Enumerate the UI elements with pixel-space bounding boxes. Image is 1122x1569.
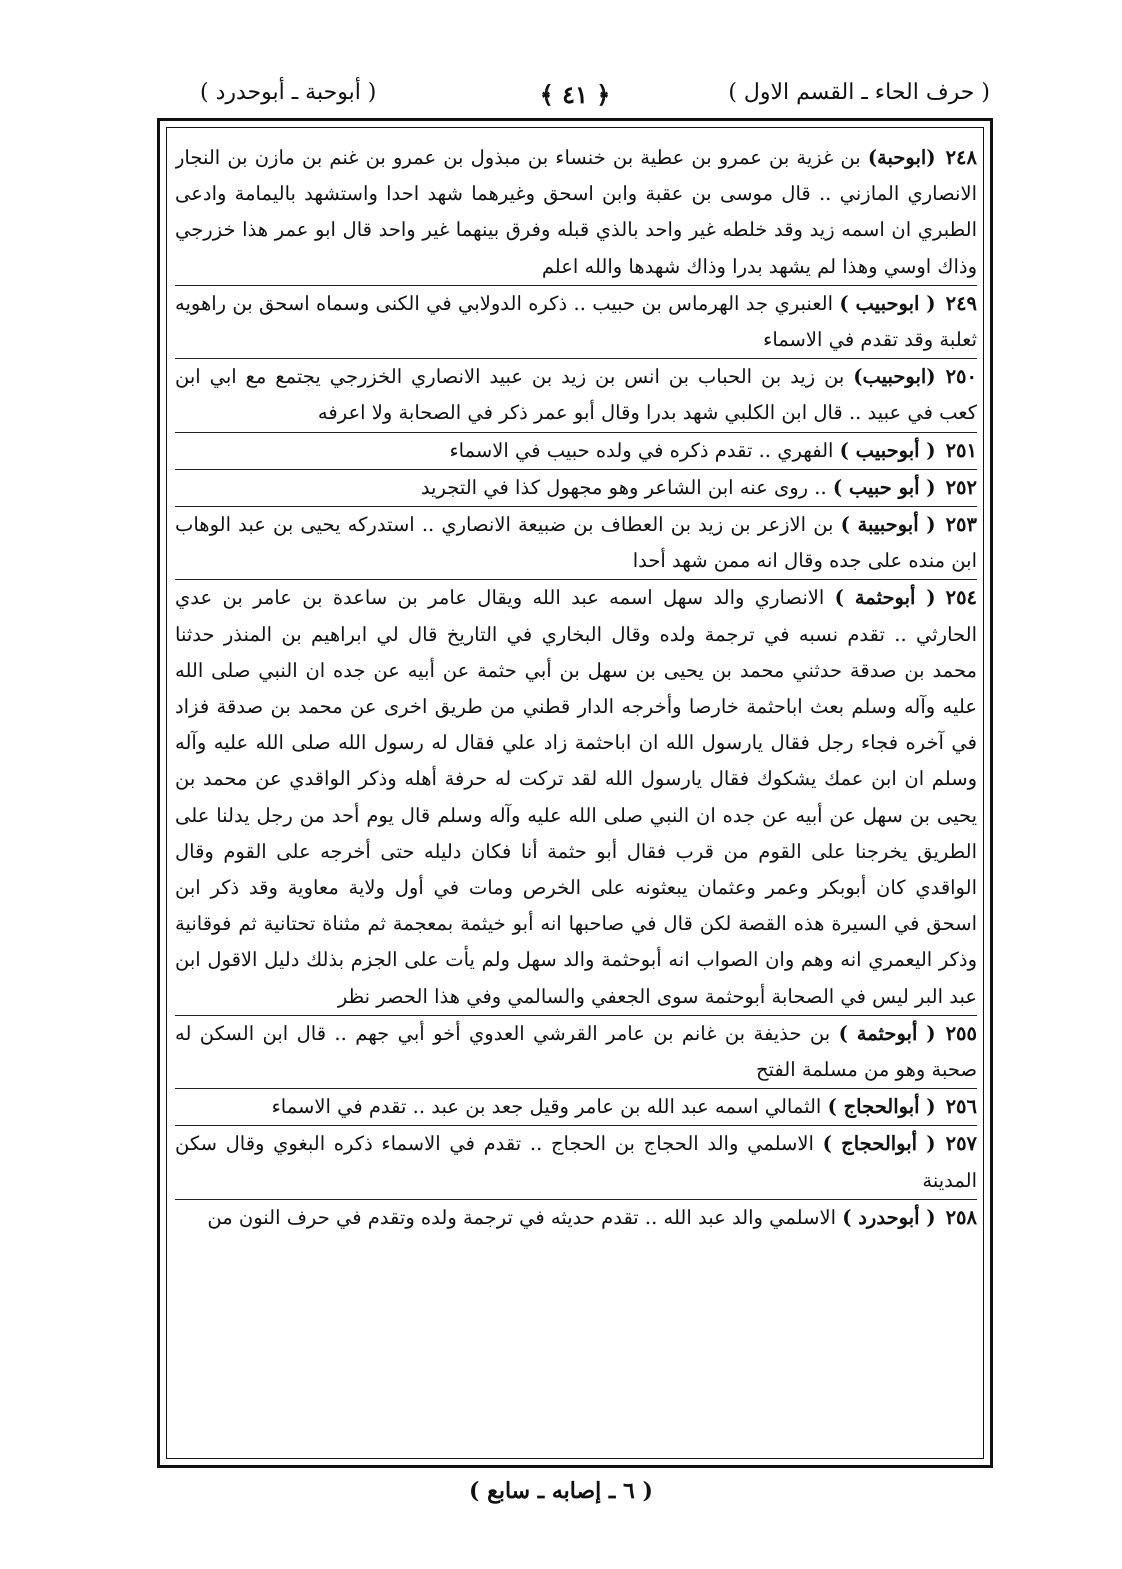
- entry-number: ٢٥٣: [945, 513, 977, 537]
- entry-248: [175, 140, 977, 286]
- entry-number: ٢٥٠: [945, 365, 977, 389]
- entry-text: الثمالي اسمه عبد الله بن عامر وقيل جعد بن عبد .. تقدم في الاسماء: [271, 1095, 822, 1119]
- entry-name: ( أبوحبيبة ): [840, 513, 936, 537]
- page-header: [160, 72, 990, 116]
- entry-text: الاسلمي والد الحجاج بن الحجاج .. تقدم في الاسماء ذكره البغوي وقال سكن المدينة: [175, 1132, 977, 1192]
- entry-text: .. روى عنه ابن الشاعر وهو مجهول كذا في التجريد: [420, 475, 827, 499]
- entry-name: ( أبوالحجاج ): [822, 1132, 936, 1156]
- entry-text: بن غزية بن عمرو بن عطية بن خنساء بن مبذول بن عمرو بن غنم بن مازن بن النجار الانصاري المازني .. قال موسى بن عقبة وابن اسحق وغيرهما شهد احدا واستشهد باليمامة وادعى الطبري ان اسمه زيد وقد خلطه غير واحد بالذي قبله وفرق بينهما غير واحد قال ابو عمر هذا خزرجي وذاك اوسي وهذا لم يشهد بدرا وذاك شهدها والله اعلم: [175, 146, 977, 278]
- entry-text: الانصاري والد سهل اسمه عبد الله ويقال عامر بن ساعدة بن عامر بن عدي الحارثي .. تقدم نسبه في ترجمة ولده وقال البخاري في التاريخ قال لي ابراهيم بن المنذر حدثنا محمد بن صدقة حدثني محمد بن يحيى بن سهل بن أبي حثمة عن أبيه عن جده ان النبي صلى الله عليه وآله وسلم بعث اباحثمة خارصا وأخرجه الدار قطني من طريق اخرى عن محمد بن صدقة فزاد في آخره فجاء رجل فقال يارسول الله ان اباحثمة زاد علي فقال له رسول الله صلى الله عليه وآله وسلم ان ابن عمك يشكوك فقال يارسول الله لقد تركت له حرفة أهله وذكر الواقدي عن محمد بن يحيى بن سهل عن أبيه عن جده ان النبي صلى الله عليه وآله وسلم قال يوم أحد من رجل يدلنا على الطريق يخرجنا على القوم من قرب فقال أبو حثمة أنا فكان دليله حتى أخرجه على القوم وقال الواقدي كان أبوبكر وعمر وعثمان يبعثونه على الخرص ومات في أول ولاية معاوية وقد ذكر ابن اسحق في السيرة هذه القصة لكن قال في صاحبها انه أبو خيثمة بمعجمة ثم مثناة تحتانية ثم فوقانية وذكر اليعمري انه وهم وان الصواب انه أبوحثمة والد سهل ولم يأت على الجزم بذلك دليل الاقول ابن عبد البر ليس في الصحابة أبوحثمة سوى الجعفي والسالمي وفي هذا الحصر نظر: [175, 586, 977, 1008]
- entry-number: ٢٥٧: [945, 1132, 977, 1156]
- entry-256: [175, 1089, 977, 1126]
- entry-number: ٢٤٩: [945, 291, 977, 315]
- entry-name: ( أبوحدرد ): [842, 1205, 936, 1229]
- entry-253: [175, 507, 977, 580]
- page-number: ﴿ ٤١ ﴾: [539, 80, 611, 109]
- entry-255: [175, 1016, 977, 1089]
- entry-257: [175, 1126, 977, 1199]
- running-title-right: ( حرف الحاء ـ القسم الاول ): [728, 80, 990, 105]
- entry-249: [175, 286, 977, 359]
- running-title-left: ( أبوحبة ـ أبوحدرد ): [200, 80, 377, 105]
- entry-name: (ابوحبة): [867, 146, 936, 169]
- entry-name: ( أبوالحجاج ): [827, 1095, 936, 1119]
- entry-text: بن الازعر بن زيد بن العطاف بن ضبيعة الانصاري .. استدركه يحيى بن عبد الوهاب ابن منده على جده وقال انه ممن شهد أحدا: [175, 513, 977, 573]
- entry-252: [175, 470, 977, 507]
- entry-name: ( أبوحثمة ): [838, 1021, 936, 1045]
- entry-number: ٢٥٤: [945, 586, 977, 610]
- entry-text: الاسلمي والد عبد الله .. تقدم حديثه في ترجمة ولده وتقدم في حرف النون من: [207, 1205, 837, 1229]
- entry-name: ( أبو حبيب ): [832, 475, 936, 499]
- entry-number: ٢٥٥: [945, 1021, 977, 1045]
- entries-body: [175, 140, 977, 1456]
- entry-name: ( أبوحبيب ): [839, 438, 936, 462]
- entry-name: ( ابوحبيب ): [839, 291, 936, 315]
- entry-250: [175, 359, 977, 432]
- entry-text: بن حذيفة بن غانم بن عامر القرشي العدوي أخو أبي جهم .. قال ابن السكن له صحبة وهو من مسلمة الفتح: [175, 1021, 977, 1082]
- entry-number: ٢٥٨: [945, 1205, 977, 1229]
- entry-number: ٢٥٦: [945, 1095, 977, 1119]
- entry-name: ( أبوحثمة ): [834, 586, 936, 610]
- entry-text: الفهري .. تقدم ذكره في ولده حبيب في الاسماء: [449, 438, 834, 462]
- entry-number: ٢٤٨: [945, 146, 977, 169]
- entry-254: [175, 580, 977, 1015]
- signature-mark: ( ٦ ـ إصابه ـ سابع ): [469, 1478, 653, 1504]
- entry-name: (ابوحبيب): [853, 365, 936, 389]
- entry-251: [175, 433, 977, 470]
- entry-text: العنبري جد الهرماس بن حبيب .. ذكره الدولابي في الكنى وسماه اسحق بن راهويه ثعلبة وقد تقدم في الاسماء: [175, 291, 977, 352]
- entry-258: [175, 1200, 977, 1236]
- entry-number: ٢٥١: [945, 438, 977, 462]
- entry-number: ٢٥٢: [945, 475, 977, 499]
- entry-text: بن زيد بن الحباب بن انس بن زيد بن عبيد الانصاري الخزرجي يجتمع مع ابي ابن كعب في عبيد .. قال ابن الكلبي شهد بدرا وقال أبو عمر ذكر في الصحابة ولا اعرفه: [175, 365, 977, 425]
